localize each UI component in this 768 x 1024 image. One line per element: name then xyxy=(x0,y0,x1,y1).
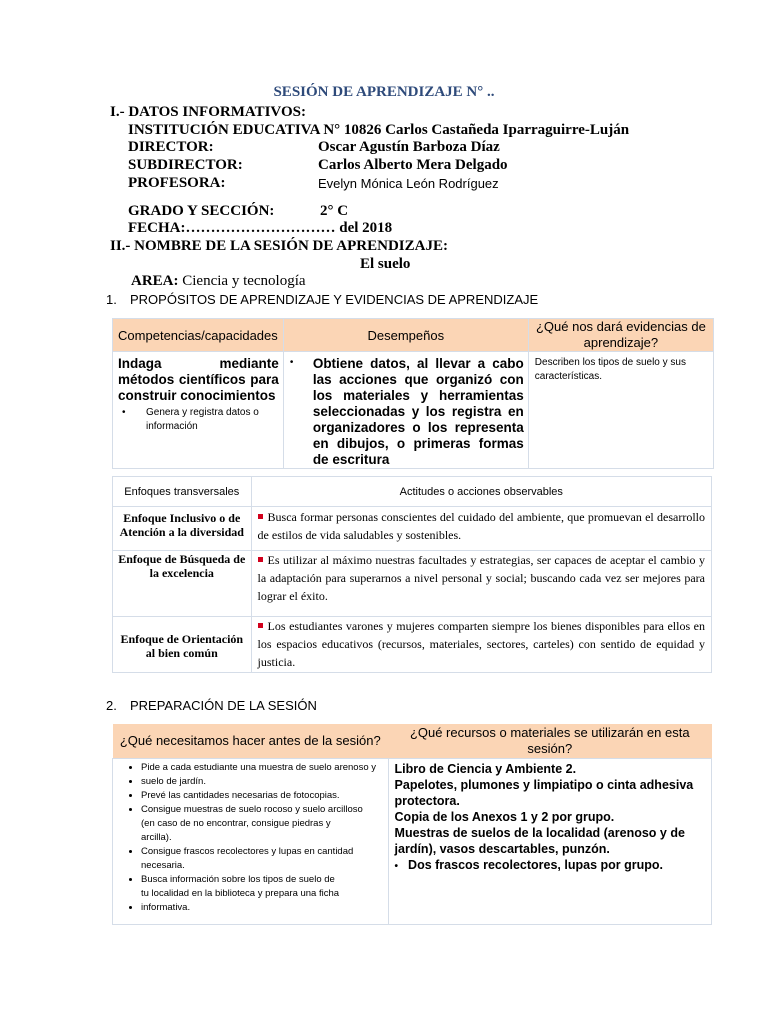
area-value: Ciencia y tecnología xyxy=(182,273,306,289)
area-row xyxy=(131,273,306,290)
header-enfoques: Enfoques transversales xyxy=(113,477,252,507)
enfoque-text: Es utilizar al máximo nuestras facultades y estrategias, ser capaces de aceptar el cambio y la adaptación para superarnos a nivel personal y social; buscando cada vez ser mejores para lograr el éxito. xyxy=(257,553,705,603)
evidencia-text: Describen los tipos de suelo y sus características. xyxy=(534,357,686,382)
section1-number: 1. xyxy=(106,292,117,307)
bullet-icon xyxy=(258,557,263,562)
antes-list xyxy=(113,761,386,915)
evidencia-cell xyxy=(528,352,713,469)
list-item: • suelo de jardín. xyxy=(141,775,386,789)
preparacion-table xyxy=(112,724,712,925)
header-recursos: ¿Qué recursos o materiales se utilizarán en esta sesión? xyxy=(388,724,711,758)
list-item: • Prevé las cantidades necesarias de fotocopias. xyxy=(141,789,386,803)
subdirector-label: SUBDIRECTOR: xyxy=(128,157,243,173)
header-desempenos: Desempeños xyxy=(283,319,528,352)
section2-number: 2. xyxy=(106,698,117,713)
recurso-item: Copia de los Anexos 1 y 2 por grupo. xyxy=(394,809,615,824)
subdirector-value: Carlos Alberto Mera Delgado xyxy=(318,157,508,173)
profesora-label: PROFESORA: xyxy=(128,175,226,191)
list-item: tu localidad en la biblioteca y prepara una ficha xyxy=(141,887,340,899)
sesion-name: El suelo xyxy=(360,256,411,272)
header-antes: ¿Qué necesitamos hacer antes de la sesión? xyxy=(113,724,389,758)
recurso-item: Papelotes, plumones y limpiatipo o cinta adhesiva protectora. xyxy=(394,777,694,808)
bullet-icon xyxy=(258,514,263,519)
enfoque-text-cell xyxy=(251,617,711,673)
enfoque-name: Enfoque de Orientación al bien común xyxy=(113,617,252,673)
bullet-icon: • xyxy=(394,860,399,872)
recursos-cell xyxy=(388,758,711,924)
sesion-heading: II.- NOMBRE DE LA SESIÓN DE APRENDIZAJE: xyxy=(110,238,448,254)
enfoques-table xyxy=(112,476,712,673)
enfoque-text: Busca formar personas conscientes del cuidado del ambiente, que promuevan el desarrollo de estilos de vida saludables y sostenibles. xyxy=(257,510,705,542)
list-item: • Consigue muestras de suelo rocoso y suelo arcilloso xyxy=(141,803,386,817)
datos-heading: I.- DATOS INFORMATIVOS: xyxy=(110,104,306,120)
list-item: • Consigue frascos recolectores y lupas en cantidad xyxy=(141,845,386,859)
capacidad-text: Genera y registra datos o información xyxy=(146,407,259,432)
desempeno-item xyxy=(288,356,524,468)
recurso-item: Libro de Ciencia y Ambiente 2. xyxy=(394,761,577,776)
director-value: Oscar Agustín Barboza Díaz xyxy=(318,139,500,155)
competencia-cell xyxy=(113,352,284,469)
list-item: arcilla). xyxy=(141,831,172,843)
desempeno-cell xyxy=(283,352,528,469)
bullet-icon: • xyxy=(122,407,126,418)
grado-label: GRADO Y SECCIÓN: xyxy=(128,203,275,219)
capacidad-item xyxy=(118,406,279,434)
grado-value: 2° C xyxy=(320,203,349,219)
list-item: • Pide a cada estudiante una muestra de suelo arenoso y xyxy=(141,761,386,775)
list-item: (en caso de no encontrar, consigue piedras y xyxy=(141,817,331,829)
desempeno-text: Obtiene datos, al llevar a cabo las acciones que organizó con los materiales y herramientas seleccionadas y los registra en organizadores o los representa en dibujos, o primeras formas de escritura xyxy=(312,356,524,467)
enfoque-name: Enfoque Inclusivo o de Atención a la diversidad xyxy=(113,507,252,551)
recurso-bullet-text: Dos frascos recolectores, lupas por grupo. xyxy=(408,857,663,872)
bullet-icon: • xyxy=(289,357,294,368)
enfoque-name: Enfoque de Búsqueda de la excelencia xyxy=(113,551,252,617)
bullet-icon xyxy=(258,623,263,628)
enfoque-text-cell xyxy=(251,507,711,551)
section1-title: PROPÓSITOS DE APRENDIZAJE Y EVIDENCIAS DE APRENDIZAJE xyxy=(130,292,539,307)
recurso-bullet-item xyxy=(395,857,703,875)
list-item: • Busca información sobre los tipos de suelo de xyxy=(141,873,386,887)
section2-title: PREPARACIÓN DE LA SESIÓN xyxy=(130,698,317,713)
recurso-item: Muestras de suelos de la localidad (arenoso y de jardín), vasos descartables, punzón. xyxy=(394,825,685,856)
area-label: AREA: xyxy=(131,273,179,289)
header-evidencias: ¿Qué nos dará evidencias de aprendizaje? xyxy=(528,319,713,352)
enfoque-text: Los estudiantes varones y mujeres comparten siempre los bienes disponibles para ellos en los espacios educativos (recursos, materiales, sectores, carteles) con sentido de equidad y justicia. xyxy=(257,619,705,669)
list-item: necesaria. xyxy=(141,859,185,871)
enfoque-text-cell xyxy=(251,551,711,617)
antes-cell xyxy=(113,758,389,924)
fecha: FECHA:………………………… del 2018 xyxy=(128,220,393,236)
institucion: INSTITUCIÓN EDUCATIVA N° 10826 Carlos Castañeda Iparraguirre-Luján xyxy=(128,122,630,138)
propositos-table xyxy=(112,318,714,469)
competencia-text: Indaga mediante métodos científicos para construir conocimientos xyxy=(118,356,279,403)
page-title: SESIÓN DE APRENDIZAJE N° .. xyxy=(273,84,495,100)
profesora-value: Evelyn Mónica León Rodríguez xyxy=(318,176,499,191)
header-competencias: Competencias/capacidades xyxy=(113,319,284,352)
director-label: DIRECTOR: xyxy=(128,139,214,155)
header-actitudes: Actitudes o acciones observables xyxy=(251,477,711,507)
list-item: • informativa. xyxy=(141,901,386,915)
